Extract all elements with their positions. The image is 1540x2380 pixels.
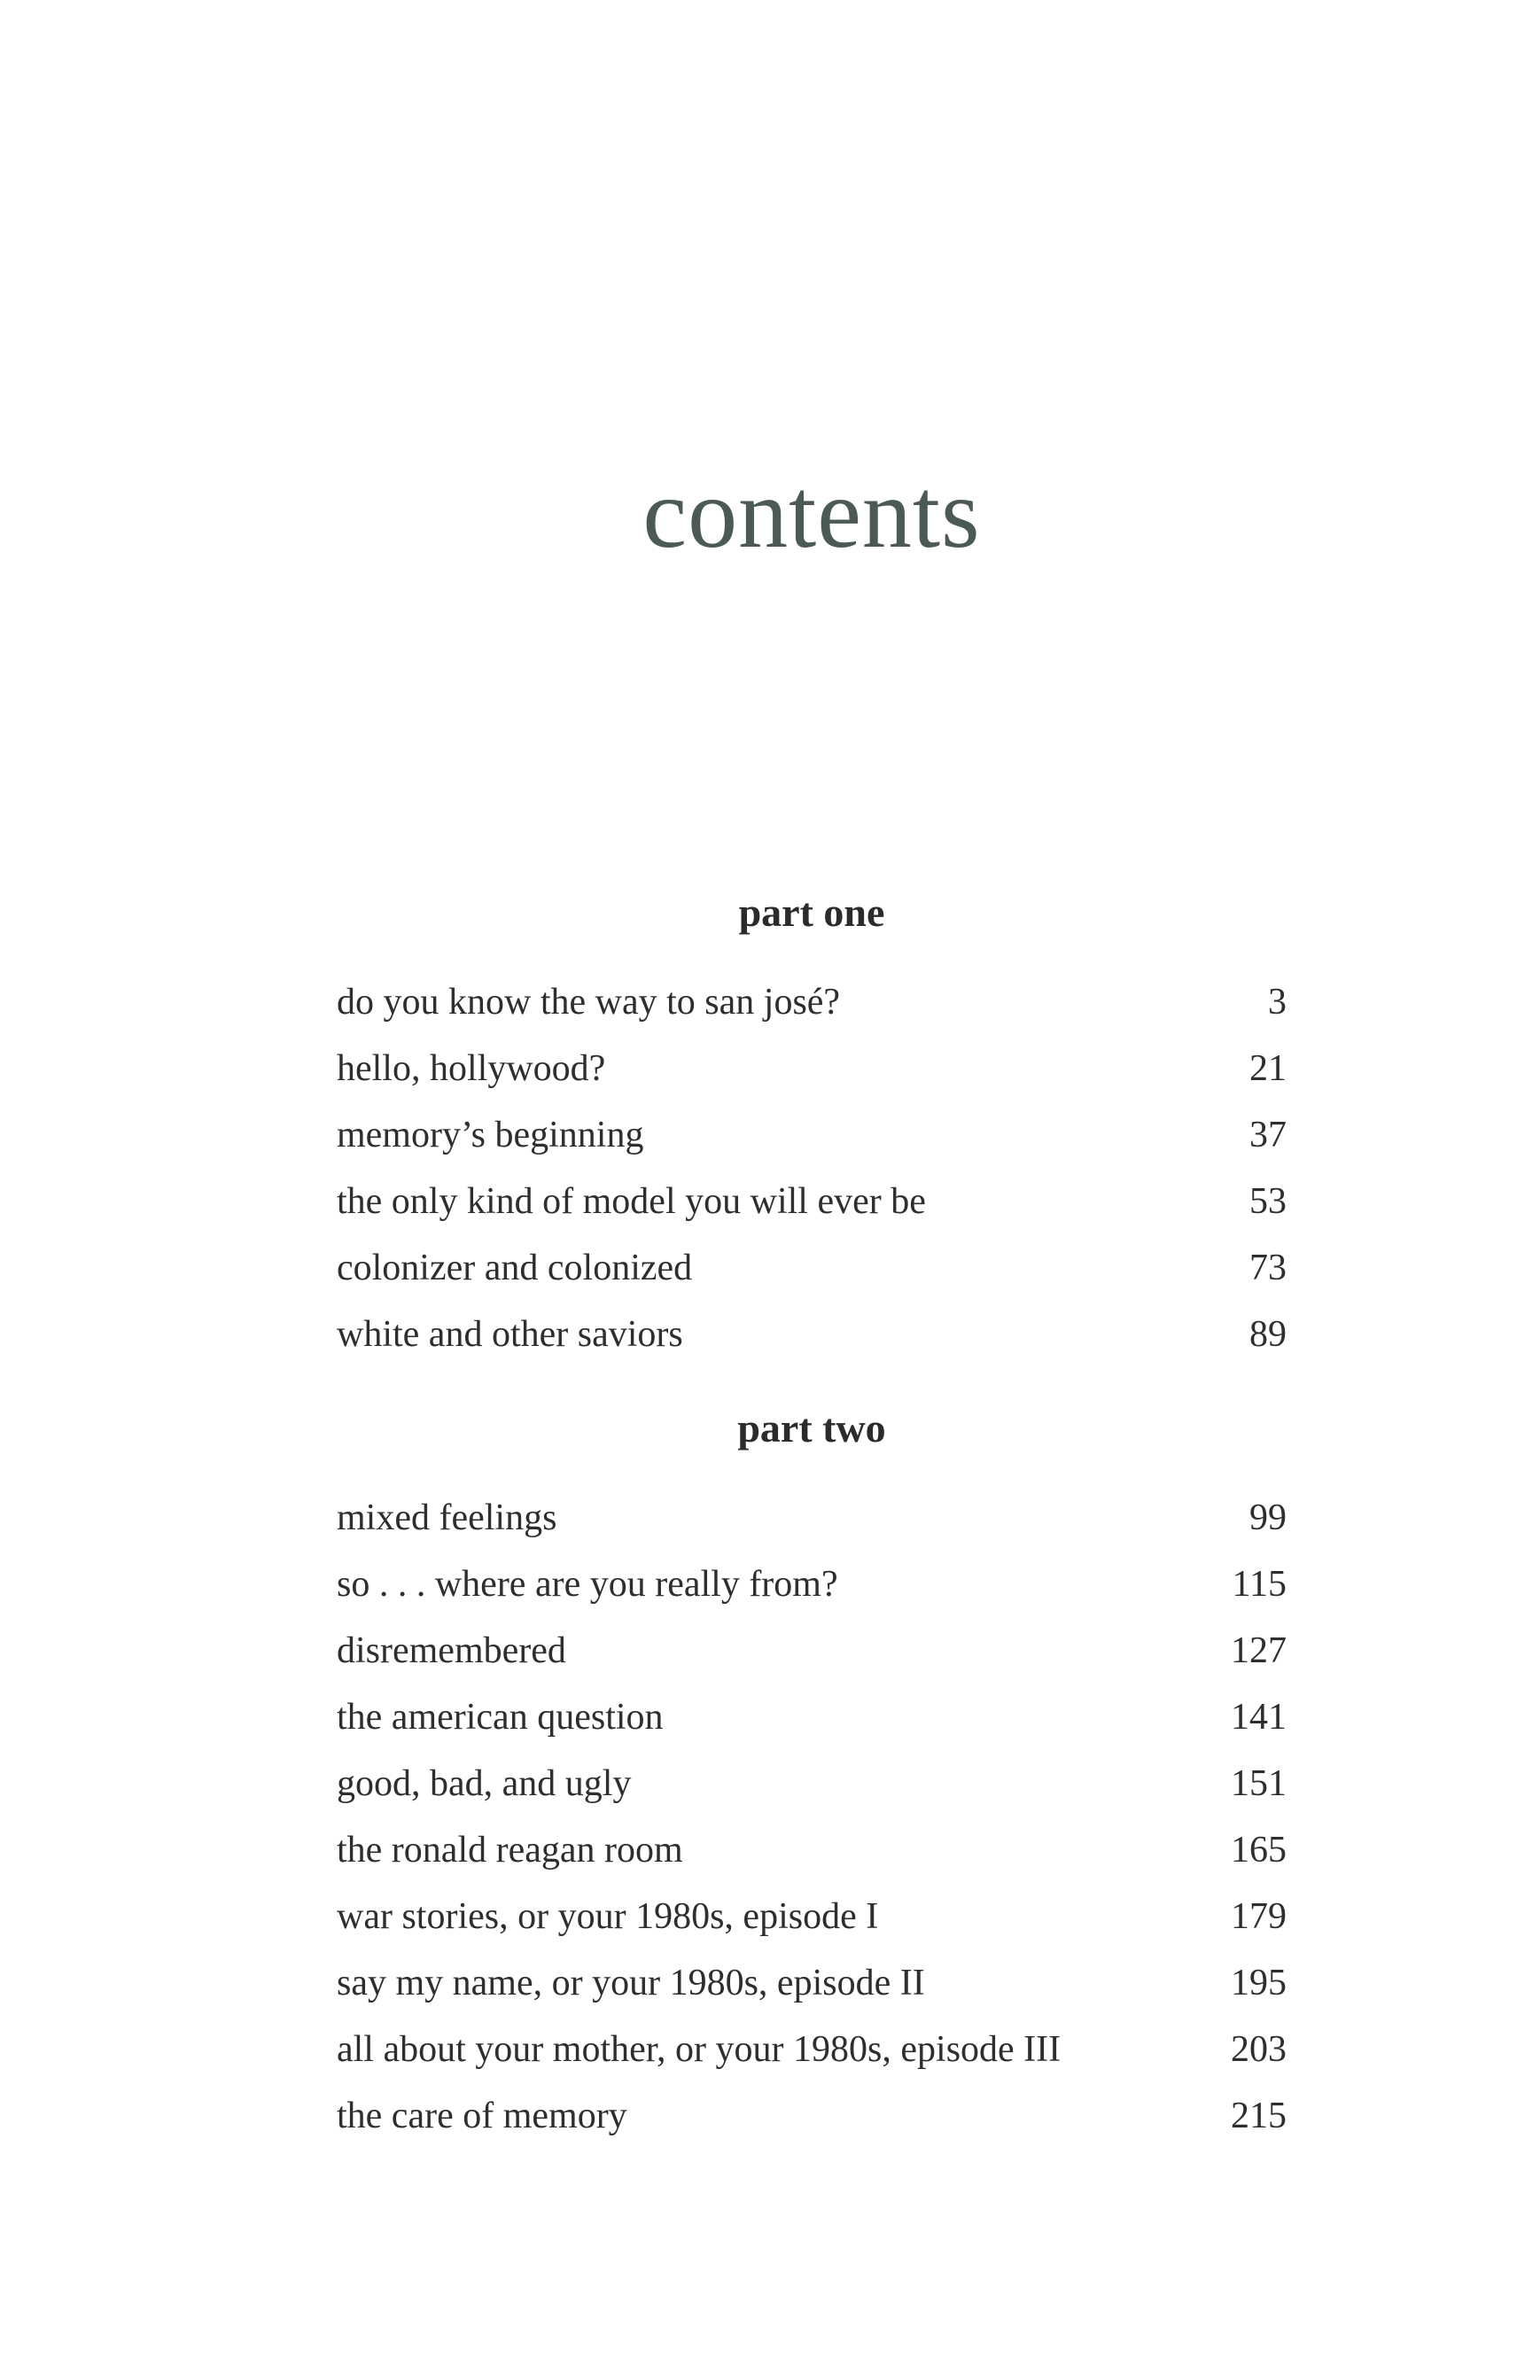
- toc-entry[interactable]: [337, 1950, 1287, 2017]
- chapter-title: good, bad, and ugly: [337, 1763, 632, 1804]
- page-number: 141: [1231, 1697, 1287, 1738]
- toc-entry-list: [337, 1485, 1287, 2150]
- toc-entry[interactable]: [337, 1884, 1287, 1950]
- chapter-title: so . . . where are you really from?: [337, 1564, 838, 1605]
- page-number: 195: [1231, 1963, 1287, 2003]
- toc-entry[interactable]: [337, 1684, 1287, 1751]
- page-number: 21: [1249, 1048, 1287, 1089]
- toc-entry[interactable]: [337, 2083, 1287, 2150]
- page-number: 3: [1268, 982, 1287, 1023]
- toc-entry[interactable]: [337, 1235, 1287, 1302]
- chapter-title: the only kind of model you will ever be: [337, 1181, 926, 1222]
- page-number: 37: [1249, 1115, 1287, 1155]
- toc-entry-list: [337, 969, 1287, 1368]
- page-number: 89: [1249, 1314, 1287, 1355]
- toc-entry[interactable]: [337, 1485, 1287, 1552]
- toc-entry[interactable]: [337, 1751, 1287, 1817]
- toc-part-one: [337, 886, 1287, 1368]
- chapter-title: war stories, or your 1980s, episode I: [337, 1896, 879, 1937]
- chapter-title: do you know the way to san josé?: [337, 982, 841, 1023]
- page-number: 99: [1249, 1497, 1287, 1538]
- toc-entry[interactable]: [337, 2017, 1287, 2083]
- chapter-title: memory’s beginning: [337, 1115, 644, 1155]
- page-title: contents: [642, 459, 981, 569]
- chapter-title: mixed feelings: [337, 1497, 557, 1538]
- chapter-title: white and other saviors: [337, 1314, 683, 1355]
- toc-entry[interactable]: [337, 1618, 1287, 1684]
- toc-entry[interactable]: [337, 969, 1287, 1036]
- toc-entry[interactable]: [337, 1036, 1287, 1102]
- part-heading: part one: [738, 890, 885, 935]
- chapter-title: the care of memory: [337, 2096, 627, 2136]
- toc-entry[interactable]: [337, 1102, 1287, 1169]
- part-heading: part two: [737, 1405, 886, 1451]
- page-number: 179: [1231, 1896, 1287, 1937]
- toc-entry[interactable]: [337, 1169, 1287, 1235]
- chapter-title: disremembered: [337, 1630, 566, 1671]
- chapter-title: the ronald reagan room: [337, 1830, 683, 1871]
- page-number: 115: [1232, 1564, 1287, 1605]
- page-number: 165: [1231, 1830, 1287, 1871]
- page-number: 127: [1231, 1630, 1287, 1671]
- page-number: 73: [1249, 1248, 1287, 1288]
- chapter-title: all about your mother, or your 1980s, episode III: [337, 2029, 1062, 2070]
- chapter-title: say my name, or your 1980s, episode II: [337, 1963, 925, 2003]
- chapter-title: hello, hollywood?: [337, 1048, 606, 1089]
- toc-entry[interactable]: [337, 1817, 1287, 1884]
- chapter-title: the american question: [337, 1697, 664, 1738]
- toc-entry[interactable]: [337, 1302, 1287, 1368]
- chapter-title: colonizer and colonized: [337, 1248, 693, 1288]
- page-number: 151: [1231, 1763, 1287, 1804]
- page-number: 203: [1231, 2029, 1287, 2070]
- page-number: 215: [1231, 2096, 1287, 2136]
- page-number: 53: [1249, 1181, 1287, 1222]
- toc-part-two: [337, 1402, 1287, 2150]
- toc-entry[interactable]: [337, 1552, 1287, 1618]
